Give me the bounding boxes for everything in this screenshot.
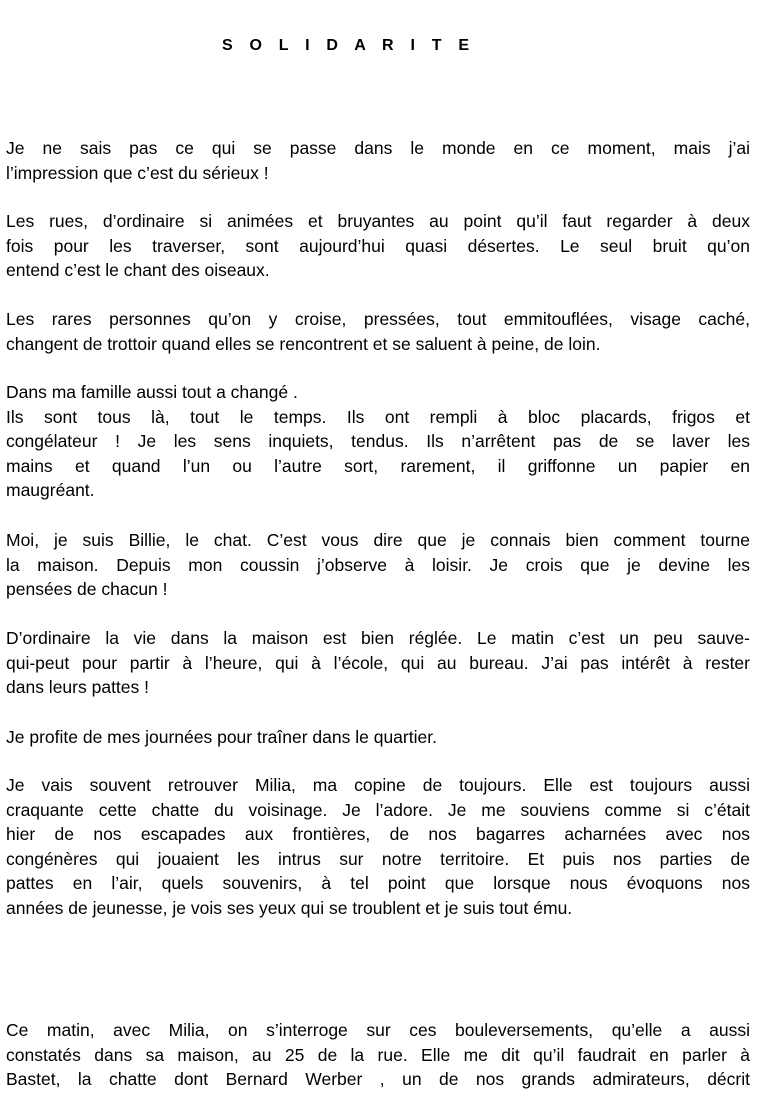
text-line: Je vais souvent retrouver Milia, ma copine de toujours. Elle est toujours aussi <box>6 775 750 795</box>
text-line: entend c’est le chant des oiseaux. <box>6 260 270 280</box>
text-line: craquante cette chatte du voisinage. Je l’adore. Je me souviens comme si c’était <box>6 799 750 820</box>
text-line: maugréant. <box>6 480 95 500</box>
text-line: Je profite de mes journées pour traîner dans le quartier. <box>6 727 437 747</box>
text-line: Ce matin, avec Milia, on s’interroge sur ces bouleversements, qu’elle a aussi <box>6 1020 750 1040</box>
text-line: congénères qui jouaient les intrus sur notre territoire. Et puis nos parties de <box>6 848 750 869</box>
paragraph-2 <box>6 209 750 283</box>
text-line: Les rares personnes qu’on y croise, pressées, tout emmitouflées, visage caché, <box>6 309 750 329</box>
text-line: qui-peut pour partir à l’heure, qui à l’école, qui au bureau. J’ai pas intérêt à rester <box>6 652 750 673</box>
text-line: Les rues, d’ordinaire si animées et bruyantes au point qu’il faut regarder à deux <box>6 211 750 231</box>
text-line: Ils sont tous là, tout le temps. Ils ont rempli à bloc placards, frigos et <box>6 406 750 427</box>
text-line: D’ordinaire la vie dans la maison est bien réglée. Le matin c’est un peu sauve- <box>6 628 750 648</box>
text-line: fois pour les traverser, sont aujourd’hui quasi désertes. Le seul bruit qu’on <box>6 235 750 256</box>
paragraph-4 <box>6 380 750 503</box>
text-line: Dans ma famille aussi tout a changé . <box>6 382 298 402</box>
text-line: dans leurs pattes ! <box>6 677 149 697</box>
text-line: congélateur ! Je les sens inquiets, tendus. Ils n’arrêtent pas de se laver les <box>6 431 750 451</box>
paragraph-3 <box>6 307 750 356</box>
text-line: l’impression que c’est du sérieux ! <box>6 162 269 183</box>
text-line: mains et quand l’un ou l’autre sort, rarement, il griffonne un papier en <box>6 455 750 476</box>
paragraph-8 <box>6 773 750 920</box>
paragraph-7 <box>6 725 750 750</box>
text-line: Bastet, la chatte dont Bernard Werber , un de nos grands admirateurs, décrit <box>6 1069 750 1089</box>
text-line: constatés dans sa maison, au 25 de la rue. Elle me dit qu’il faudrait en parler à <box>6 1044 750 1065</box>
paragraph-1 <box>6 136 750 185</box>
paragraph-5 <box>6 528 750 602</box>
text-line: hier de nos escapades aux frontières, de nos bagarres acharnées avec nos <box>6 824 750 844</box>
text-line: années de jeunesse, je vois ses yeux qui se troublent et je suis tout ému. <box>6 897 573 918</box>
paragraph-6 <box>6 626 750 700</box>
text-line: Je ne sais pas ce qui se passe dans le monde en ce moment, mais j’ai <box>6 138 750 158</box>
text-line: changent de trottoir quand elles se rencontrent et se saluent à peine, de loin. <box>6 333 601 354</box>
text-line: Moi, je suis Billie, le chat. C’est vous dire que je connais bien comment tourne <box>6 530 750 550</box>
text-line: pensées de chacun ! <box>6 579 168 599</box>
document-title: S O L I D A R I T E <box>222 37 476 54</box>
text-line: la maison. Depuis mon coussin j’observe à loisir. Je crois que je devine les <box>6 554 750 575</box>
text-line: pattes en l’air, quels souvenirs, à tel point que lorsque nous évoquons nos <box>6 873 750 893</box>
paragraph-9 <box>6 1018 750 1092</box>
